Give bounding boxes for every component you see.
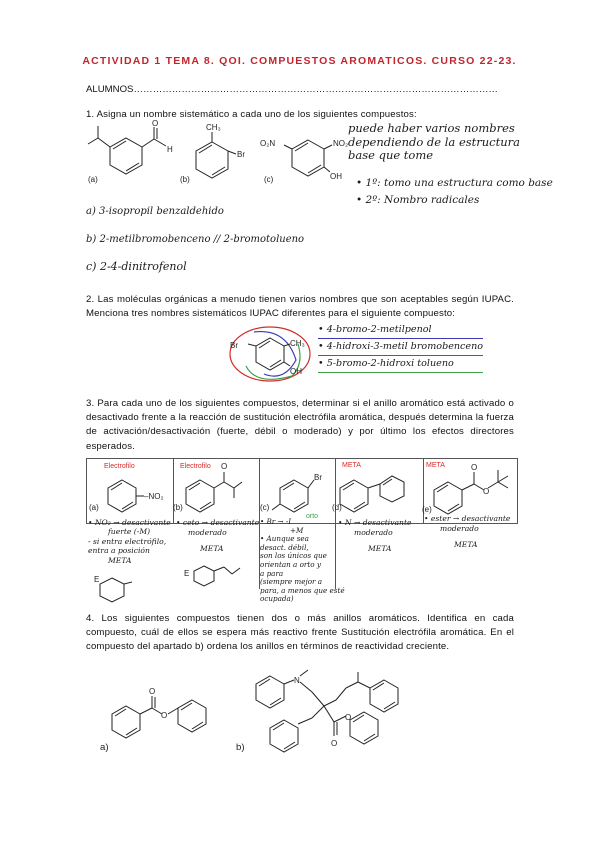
q2-structure bbox=[226, 324, 316, 390]
label-c: (c) bbox=[264, 175, 274, 184]
q1-text: 1. Asigna un nombre sistemático a cada uno de los siguientes compuestos: bbox=[86, 109, 417, 120]
svg-text:Electrofilo: Electrofilo bbox=[180, 463, 211, 470]
atom-oh: OH bbox=[330, 172, 342, 181]
svg-text:O: O bbox=[221, 462, 228, 471]
atom-o2n: O₂N bbox=[260, 139, 276, 148]
structure-4b bbox=[236, 670, 398, 753]
atom-oh: OH bbox=[290, 367, 302, 376]
svg-text:O: O bbox=[149, 687, 156, 696]
svg-text:Br: Br bbox=[314, 473, 322, 482]
label-a: (a) bbox=[88, 175, 98, 184]
atom-o: O bbox=[152, 119, 159, 128]
svg-text:(c): (c) bbox=[260, 503, 270, 512]
svg-text:O: O bbox=[483, 487, 490, 496]
svg-text:orto: orto bbox=[306, 513, 319, 520]
svg-text:Electrofilo: Electrofilo bbox=[104, 463, 135, 470]
svg-text:META: META bbox=[342, 462, 361, 469]
label-b: (b) bbox=[180, 175, 190, 184]
q2-handwritten-answers bbox=[318, 322, 483, 373]
label-4a: a) bbox=[100, 742, 109, 753]
q1-structures bbox=[86, 119, 349, 200]
svg-text:N: N bbox=[294, 676, 300, 685]
q4-structures bbox=[86, 670, 516, 770]
alumnos-line: ALUMNOS…………………………………………………………………………………………………… bbox=[86, 84, 499, 95]
q1-answer-b: b) 2-metilbromobenceno // 2-bromotolueno bbox=[86, 234, 305, 245]
structure-3a bbox=[89, 463, 164, 512]
svg-text:O: O bbox=[471, 463, 478, 472]
q3-sketch-b bbox=[182, 562, 248, 586]
q3-notes-c: • Br → -I +M • Aunque sea desact. débil, son los únicos que orientan a orto y a para (siempre mejor a para, a menos que esté ocupada) bbox=[260, 517, 345, 604]
q3-notes-e: • ester → desactivante moderado META bbox=[424, 514, 511, 549]
q2-answer-3: • 5-bromo-2-hidroxi tolueno bbox=[318, 356, 483, 373]
structure-3b bbox=[173, 462, 242, 512]
atom-br: Br bbox=[237, 150, 245, 159]
q3-notes-a: • NO₂ → desactivante fuerte (-M) - si entra electrófilo, entra a posición META bbox=[88, 518, 171, 565]
structure-a bbox=[88, 119, 173, 184]
q3-notes-d: • N → desactivante moderado META bbox=[338, 518, 412, 553]
svg-text:(e): (e) bbox=[422, 505, 432, 514]
q1-answer-c: c) 2-4-dinitrofenol bbox=[86, 260, 187, 273]
q3-sketch-a bbox=[92, 574, 142, 602]
atom-ch3: CH₃ bbox=[206, 123, 221, 132]
q1-handwritten-note: puede haber varios nombres dependiendo de la estructura base que tome bbox=[348, 121, 521, 162]
structure-c bbox=[260, 139, 348, 184]
q2-text: 2. Las moléculas orgánicas a menudo tienen varios nombres que son aceptables según IUPAC. Menciona tres nombres sistemáticos IUPAC diferentes para el siguiente compuesto: bbox=[86, 294, 514, 320]
q2-answer-2: • 4-hidroxi-3-metil bromobenceno bbox=[318, 339, 483, 356]
svg-text:E: E bbox=[184, 569, 190, 578]
svg-text:(a): (a) bbox=[89, 503, 99, 512]
atom-ch3: CH₃ bbox=[290, 339, 305, 348]
svg-text:O: O bbox=[345, 713, 352, 722]
structure-4a bbox=[100, 687, 206, 753]
svg-text:O: O bbox=[331, 739, 338, 748]
q4-text: 4. Los siguientes compuestos tienen dos o más anillos aromáticos. Identifica en cada compuesto, cuál de ellos se espera más reactivo frente Sustitución electrófila aromática. En el compuesto del apartado b) ordena los anillos en términos de reactividad creciente. bbox=[86, 613, 514, 653]
atom-no2: NO₂ bbox=[333, 139, 349, 148]
svg-text:(d): (d) bbox=[332, 503, 342, 512]
q1-handwritten-bullets: • 1º: tomo una estructura como base • 2º: Nombro radicales bbox=[356, 177, 553, 206]
structure-b bbox=[180, 123, 245, 184]
page-title: ACTIVIDAD 1 TEMA 8. QOI. COMPUESTOS AROMATICOS. CURSO 22-23. bbox=[82, 55, 517, 67]
q2-answer-1: • 4-bromo-2-metilpenol bbox=[318, 322, 483, 339]
structure-3c bbox=[260, 473, 322, 520]
svg-text:META: META bbox=[426, 462, 445, 469]
structure-3d bbox=[332, 462, 404, 512]
q3-text: 3. Para cada uno de los siguientes compuestos, determinar si el anillo aromático está activado o desactivado frente a la reacción de sustitución electrófila aromática, después determina la fuerza de activación/desactivación (fuerte, débil o moderado) y por último los efectos directores esperados. bbox=[86, 398, 514, 452]
label-4b: b) bbox=[236, 742, 245, 753]
svg-text:(b): (b) bbox=[173, 503, 183, 512]
svg-text:E: E bbox=[94, 575, 100, 584]
atom-h: H bbox=[167, 145, 173, 154]
atom-br: Br bbox=[230, 341, 238, 350]
svg-text:O: O bbox=[161, 711, 168, 720]
q1-answer-a: a) 3-isopropil benzaldehido bbox=[86, 206, 224, 217]
svg-text:–NO₂: –NO₂ bbox=[144, 492, 164, 501]
q3-notes-b: • ceto → desactivante moderado META bbox=[176, 518, 260, 553]
structure-3e bbox=[422, 462, 508, 514]
